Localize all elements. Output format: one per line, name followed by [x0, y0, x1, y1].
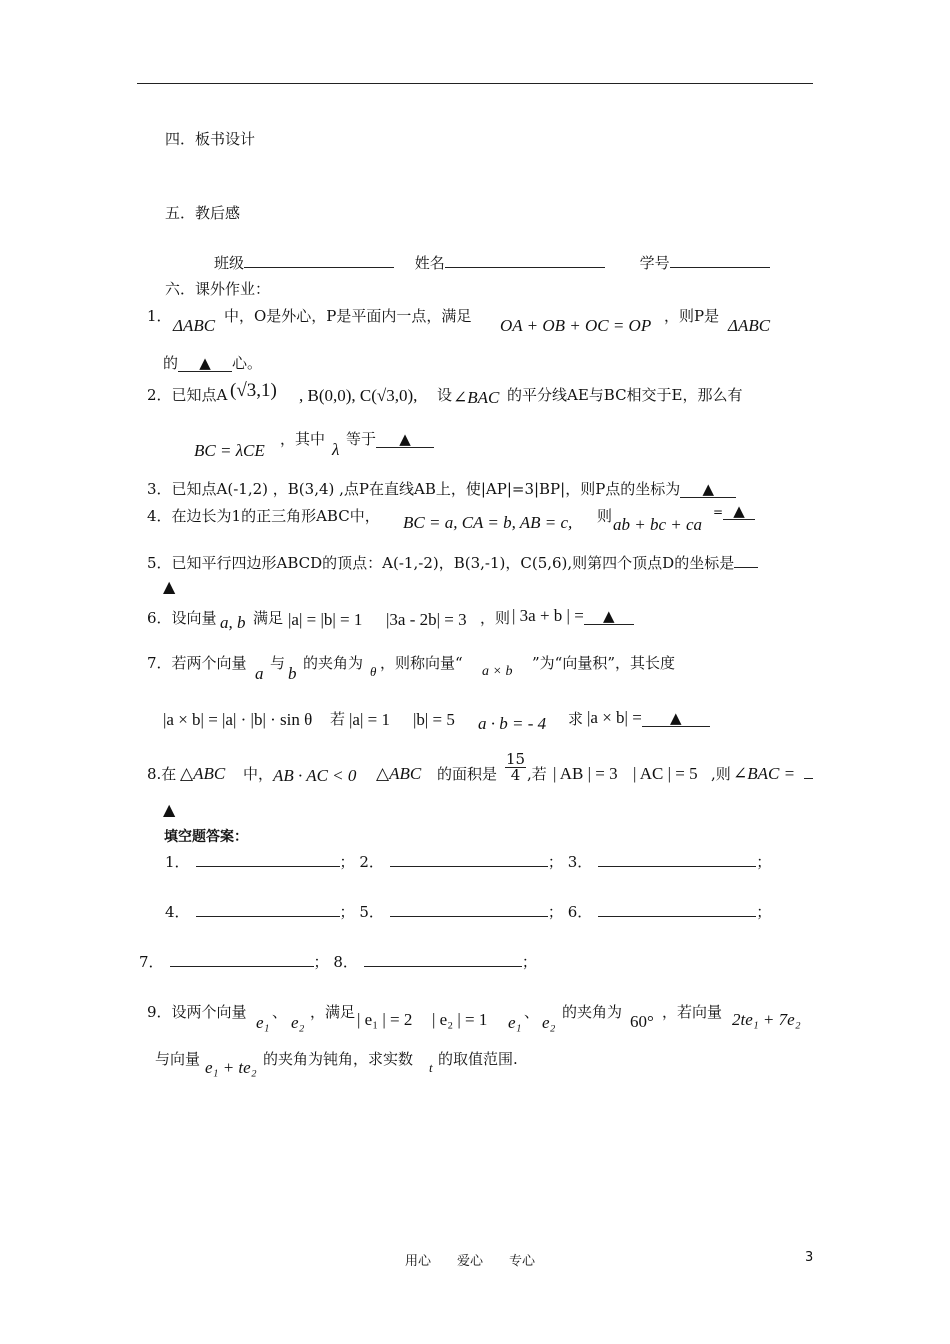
q5-blank[interactable] [734, 553, 758, 568]
q9-vector-1: 2te₁ + 7e₂ [732, 1010, 801, 1029]
id-label: 学号 [639, 254, 670, 272]
answer-7-field[interactable] [170, 952, 314, 967]
q1-xin: 心。 [232, 354, 263, 372]
q2-points-bc: , B(0,0), C(√3,0), [299, 386, 418, 405]
q9-ruo: ，若向量 [662, 1003, 723, 1021]
q9-e2: e₂ [291, 1013, 305, 1032]
answer-sep: ； [547, 903, 563, 921]
q1-line2 [163, 352, 262, 373]
q9-text-2: 的夹角为钝角，求实数 [263, 1050, 414, 1068]
q5 [147, 552, 758, 573]
q3-text: 3．已知点A(-1,2) ，B(3,4) ,点P在直线AB上，使|AP|=3|BP|，则P点的坐标为 [147, 480, 681, 498]
q7-text-3: ”为“向量积”，其长度 [532, 654, 676, 672]
answer-label-6: 6． [567, 903, 593, 921]
q7-answer [587, 708, 710, 728]
q4-definitions: BC = a, CA = b, AB = c, [403, 513, 573, 532]
q7-cond-b: |b| = 5 [413, 710, 455, 729]
name-label: 姓名 [414, 254, 445, 272]
q8-text: 8.在 [147, 765, 177, 783]
q1-triangle: ΔABC [173, 316, 216, 335]
answer-sep: ； [339, 903, 355, 921]
section-homework: 六．课外作业： [165, 280, 271, 298]
q6-manzu: 满足 [253, 609, 284, 627]
q9-e2-b: e₂ [542, 1013, 556, 1032]
q7-cross: a × b [482, 664, 513, 679]
q1-triangle-2: ΔABC [728, 316, 771, 335]
q3 [147, 478, 736, 499]
name-field[interactable] [445, 253, 605, 268]
q6-cond1: |a| = |b| = 1 [288, 610, 363, 629]
answer-label-4: 4． [165, 903, 190, 921]
q4-expression: ab + bc + ca [613, 515, 703, 534]
q8-frac-den: 4 [510, 766, 521, 784]
q9-angle: 60° [630, 1012, 654, 1031]
q1-equation: OA + OB + OC = OP [500, 316, 652, 335]
q9-e1-b: e₁ [508, 1013, 522, 1032]
q4-text: 4．在边长为1的正三角形ABC中， [147, 507, 380, 525]
q6-cond2: |3a - 2b| = 3 [386, 610, 467, 629]
answer-label-7: 7． [139, 953, 164, 971]
q2-qizhong: ，其中 [280, 430, 326, 448]
answer-6-field[interactable] [598, 902, 756, 917]
q9-text: 9．设两个向量 [147, 1003, 247, 1021]
q7-cond-a: |a| = 1 [349, 710, 390, 729]
q7-qiu: 求 [568, 710, 584, 728]
q7-text-2: ，则称向量“ [380, 654, 463, 672]
q7-definition: |a × b| = |a| · |b| · sin θ [163, 710, 313, 729]
answer-3-field[interactable] [598, 852, 756, 867]
q2-angle: ∠BAC [453, 388, 500, 407]
q2-text: 的平分线AE与BC相交于E，那么有 [507, 386, 743, 404]
q6-query: | 3a + b | = [512, 606, 584, 625]
section-reflection: 五．教后感 [165, 204, 241, 222]
q1-text: 中，O是外心，P是平面内一点，满足 [224, 307, 472, 325]
q7-answer-marker: ▲ [642, 710, 710, 727]
q9-cond-1: | e₁ | = 2 [357, 1010, 413, 1029]
q9-manzu: ，满足 [310, 1003, 356, 1021]
answer-label-2: 2． [359, 853, 384, 871]
page-number: 3 [805, 1250, 814, 1265]
answer-sep: ； [756, 853, 772, 871]
q1-answer-marker: ▲ [178, 355, 232, 372]
q3-answer-marker: ▲ [680, 481, 736, 498]
footer-motto: 用心 爱心 专心 [405, 1254, 536, 1269]
q2-point-a: (√3,1) [230, 380, 277, 401]
q8-blank[interactable] [804, 764, 813, 779]
answer-label-5: 5． [359, 903, 384, 921]
answer-label-1: 1． [165, 853, 190, 871]
q2-equation: BC = λCE [194, 441, 265, 460]
answer-sep: ； [339, 853, 355, 871]
id-field[interactable] [670, 253, 770, 268]
q7-dot: a · b = - 4 [478, 714, 547, 733]
q7-ask: |a × b| = [587, 708, 642, 727]
q5-text: 5．已知平行四边形ABCD的顶点：A(-1,-2)，B(3,-1)，C(5,6),则第四个顶点D的坐标是 [147, 554, 735, 572]
q2-answer-marker: ▲ [376, 431, 434, 448]
answers-title: 填空题答案： [164, 829, 248, 845]
class-label: 班级 [214, 254, 245, 272]
section-board-design: 四．板书设计 [165, 130, 256, 148]
answer-1-field[interactable] [196, 852, 340, 867]
q9-sep-2: 、 [524, 1003, 540, 1021]
header-rule [137, 83, 813, 84]
q7-ruo: 若 [330, 710, 346, 728]
q9-t: t [429, 1060, 433, 1075]
q9-e1: e₁ [256, 1013, 270, 1032]
q8-zhong: 中， [243, 765, 274, 783]
answer-8-field[interactable] [364, 952, 522, 967]
q7-vec-b: b [288, 664, 297, 683]
answer-label-8: 8． [333, 953, 358, 971]
q8-ac: | AC | = 5 [633, 764, 698, 783]
answer-2-field[interactable] [390, 852, 548, 867]
answer-sep: ； [313, 953, 329, 971]
q4-answer-marker: ▲ [723, 503, 755, 520]
q6-ze: ，则 [480, 609, 511, 627]
q8-area-text: 的面积是 [437, 765, 498, 783]
q8-ze: ,则 [711, 765, 731, 783]
q9-jiajiao: 的夹角为 [562, 1003, 623, 1021]
q2-lambda: λ [332, 440, 340, 459]
q7-theta: θ [370, 664, 377, 679]
q4-eq: = [713, 505, 724, 519]
q7-vec-a: a [255, 664, 264, 683]
q2-num: 2．已知点A [147, 386, 228, 404]
q8-frac-num: 15 [506, 750, 526, 768]
q7-text: 7．若两个向量 [147, 654, 247, 672]
q7-jiajiao: 的夹角为 [303, 654, 364, 672]
q6-answer-marker: ▲ [584, 608, 634, 625]
q1-num: 1． [147, 307, 172, 325]
q5-answer-marker: ▲ [163, 577, 176, 596]
q6-answer [512, 606, 634, 626]
q8-triangle: △ABC [180, 764, 226, 783]
answer-sep: ； [547, 853, 563, 871]
q1-de: 的 [163, 354, 179, 372]
q4-ze: 则 [597, 507, 613, 525]
q2-dengyu-label: 等于 [346, 430, 377, 448]
class-field[interactable] [244, 253, 394, 268]
q4-answer [713, 502, 755, 520]
answer-4-field[interactable] [196, 902, 340, 917]
q9-text-3: 的取值范围. [438, 1050, 518, 1068]
answer-5-field[interactable] [390, 902, 548, 917]
answer-row-2 [165, 901, 771, 922]
answer-row-1 [165, 851, 771, 872]
answer-sep: ； [521, 953, 537, 971]
q8-ruo: ,若 [527, 765, 547, 783]
q8-triangle-2: △ABC [376, 764, 422, 783]
q2-dengyu [346, 428, 434, 449]
q9-yu: 与向量 [155, 1050, 201, 1068]
q8-dot: AB · AC < 0 [273, 766, 357, 785]
q9-vector-2: e₁ + te₂ [205, 1058, 257, 1077]
q8-fraction [505, 752, 526, 783]
q6-text: 6．设向量 [147, 609, 217, 627]
answer-row-3 [139, 951, 537, 972]
q8-ab: | AB | = 3 [553, 764, 618, 783]
q1-text-2: ，则P是 [664, 307, 720, 325]
q8-angle: ∠BAC = [733, 764, 796, 783]
q9-sep-1: 、 [272, 1003, 288, 1021]
q7-yu: 与 [270, 654, 286, 672]
q6-vectors: a, b [220, 613, 246, 632]
q8-answer-marker: ▲ [163, 800, 176, 819]
answer-sep: ； [756, 903, 772, 921]
info-row [214, 252, 770, 273]
q2-she: 设 [437, 386, 453, 404]
q9-cond-2: | e₂ | = 1 [432, 1010, 488, 1029]
answer-label-3: 3． [567, 853, 593, 871]
